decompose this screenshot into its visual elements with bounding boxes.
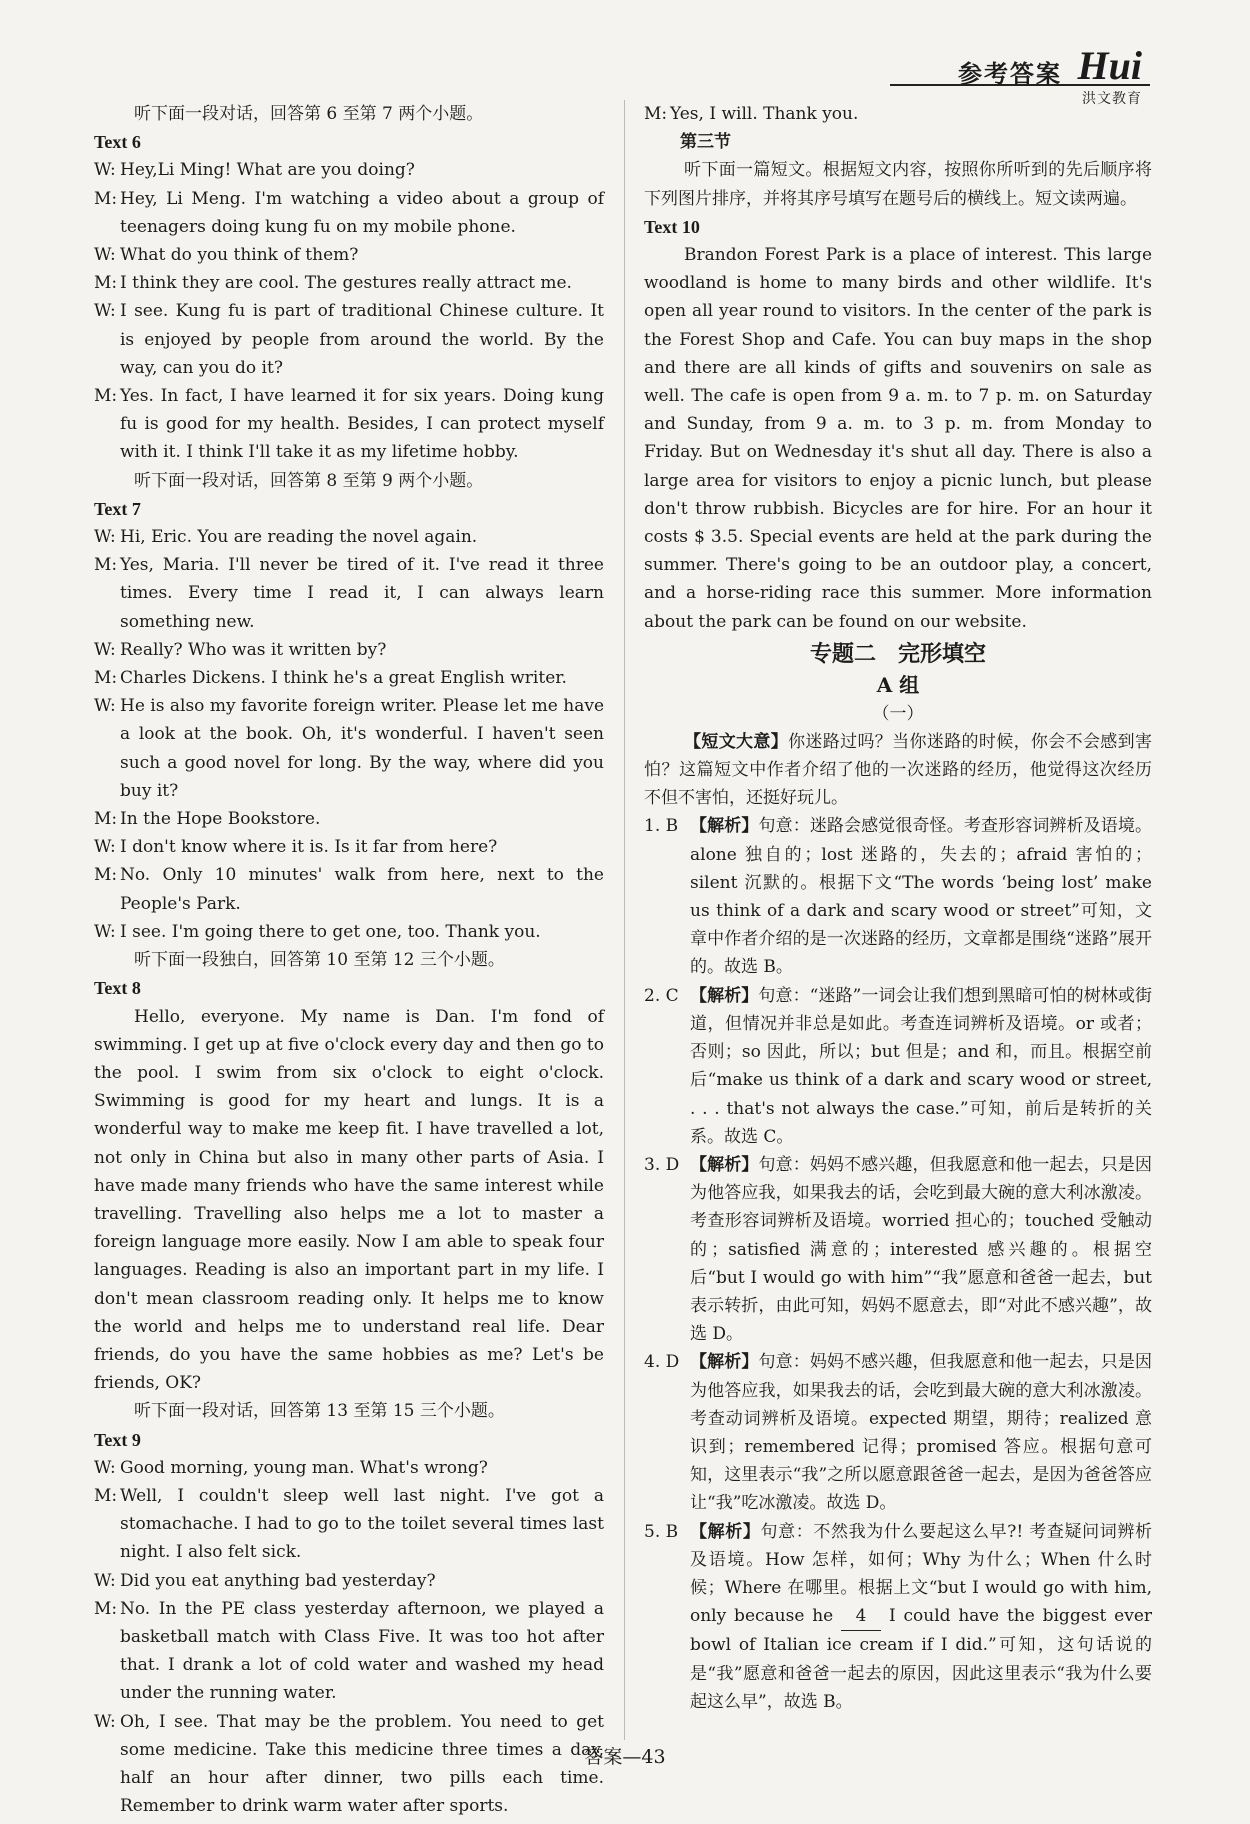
dialogue-line: W: I see. I'm going there to get one, too. Thank you. [94,921,541,942]
summary: 【短文大意】你迷路过吗？当你迷路的时候，你会不会感到害怕？这篇短文中作者介绍了他的一次迷路的经历，他觉得这次经历不但不害怕，还挺好玩儿。 [644,731,1153,809]
text-title: Text 9 [94,1429,141,1450]
dialogue-line: M: Yes, I will. Thank you. [644,104,859,124]
instruction: 听下面一段对话，回答第 6 至第 7 两个小题。 [134,104,484,124]
dialogue-line: W: He is also my favorite foreign writer. Please let me have a look at the book. Oh, it's wonderful. I haven't seen such a good novel for long. By the way, where did you buy it? [94,696,604,801]
answer-item: 5. B 【解析】句意：不然我为什么要起这么早?! 考查疑问词辨析及语境。How 怎样，如何；Why 为什么；When 什么时候；Where 在哪里。根据上文“but I would go with him, only because he 4 I could have the biggest ever bowl of Italian ice cream if I did.”可知，这句话说的是“我”愿意和爸爸一起去的原因，因此这里表示“我为什么要起这么早”，故选 B。 [644,1521,1153,1712]
topic-heading: 专题二 完形填空 [809,640,986,667]
header-rule [890,84,1150,86]
brand-name: 洪文教育 [1082,91,1142,107]
dialogue-line: M: No. Only 10 minutes' walk from here, next to the People's Park. [94,865,604,914]
instruction: 听下面一段独白，回答第 10 至第 12 三个小题。 [134,950,505,971]
dialogue-line: W: Did you eat anything bad yesterday? [94,1570,436,1591]
text-title: Text 8 [94,978,141,999]
dialogue-line: W: Oh, I see. That may be the problem. You need to get some medicine. Take this medicine three times a day, half an hour after dinner, two pills each time. Remember to drink warm water after sports. [94,1711,604,1817]
subsection-heading: （一） [872,703,924,724]
text-title: Text 6 [94,132,141,153]
dialogue-line: M: In the Hope Bookstore. [94,809,321,830]
dialogue-line: M: Well, I couldn't sleep well last night. I've got a stomachache. I had to go to the toilet several times last night. I also felt sick. [94,1485,604,1563]
answer-item: 3. D 【解析】句意：妈妈不感兴趣，但我愿意和他一起去，只是因为他答应我，如果我去的话，会吃到最大碗的意大利冰激凌。考查形容词辨析及语境。worried 担心的；touched 受触动的；satisfied 满意的；interested 感兴趣的。根据空后“but I would go with him”“我”愿意和爸爸一起去，but 表示转折，由此可知，妈妈不愿意去，即“对此不感兴趣”，故选 D。 [644,1154,1153,1345]
right-column [644,100,1152,1716]
page-number: 答案—43 [584,1746,666,1768]
dialogue [94,523,604,946]
dialogue-line: M: I think they are cool. The gestures really attract me. [94,273,572,294]
answer-item: 2. C 【解析】句意：“迷路”一词会让我们想到黑暗可怕的树林或街道，但情况并非总是如此。考查连词辨析及语境。or 或者；否则；so 因此，所以；but 但是；and 和，而且。根据空前后“make us think of a dark and scary wood or street, . . . that's not always the case.”可知，前后是转折的关系。故选 C。 [644,985,1152,1147]
dialogue [94,156,604,466]
dialogue-line: M: Yes. In fact, I have learned it for six years. Doing kung fu is good for my health. Besides, I can protect myself with it. I think I'll take it as my lifetime hobby. [94,386,604,463]
dialogue-line: M: Hey, Li Meng. I'm watching a video about a group of teenagers doing kung fu on my mobile phone. [94,188,604,237]
left-column [94,100,604,1820]
answer-blank: 4 [841,1602,881,1631]
instruction: 听下面一段对话，回答第 13 至第 15 三个小题。 [134,1401,505,1422]
group-heading: A 组 [876,672,920,697]
section-heading: 第三节 [680,132,731,153]
header-title: 参考答案 [958,60,1062,88]
brand-logo: Hui [1077,43,1142,88]
instruction: 听下面一篇短文。根据短文内容，按照你所听到的先后顺序将下列图片排序，并将其序号填写在题号后的横线上。短文读两遍。 [644,160,1152,209]
monologue: Hello, everyone. My name is Dan. I'm fond of swimming. I get up at five o'clock every day and then go to the pool. I swim from six o'clock to eight o'clock. Swimming is good for my heart and lungs. It is a wonderful way to make me keep fit. I have travelled a lot, not only in China but also in many other parts of Asia. I have made many friends who have the same interest while travelling. Travelling also helps me a lot to master a foreign language more easily. Now I am able to speak four languages. Reading is also an important part in my life. I don't mean classroom reading only. It helps me to know the world and helps me to understand real life. Dear friends, do you have the same hobbies as me? Let's be friends, OK? [94,1006,604,1394]
column-divider [624,100,625,1740]
text-title: Text 7 [94,498,141,519]
passage: Brandon Forest Park is a place of interest. This large woodland is home to many birds and other wildlife. It's open all year round to visitors. In the center of the park is the Forest Shop and Cafe. You can buy maps in the shop and there are all kinds of gifts and souvenirs on sale as well. The cafe is open from 9 a. m. to 7 p. m. on Saturday and Sunday, from 9 a. m. to 3 p. m. from Monday to Friday. But on Wednesday it's shut all day. There is also a large area for visitors to enjoy a picnic lunch, but please don't throw rubbish. Bicycles are for hire. For an hour it costs $ 3.5. Special events are held at the park during the summer. There's going to be an outdoor play, a concert, and a horse-riding race this summer. More information about the park can be found on our website. [644,245,1152,632]
page-header [890,42,1150,107]
text-title: Text 10 [644,216,700,237]
instruction: 听下面一段对话，回答第 8 至第 9 两个小题。 [134,470,484,491]
dialogue-line: W: Hey,Li Ming! What are you doing? [94,160,415,181]
answer-item: 4. D 【解析】句意：妈妈不感兴趣，但我愿意和他一起去，只是因为他答应我，如果我去的话，会吃到最大碗的意大利冰激凌。考查动词辨析及语境。expected 期望，期待；realized 意识到；remembered 记得；promised 答应。根据句意可知，这里表示“我”之所以愿意跟爸爸一起去，是因为爸爸答应让“我”吃冰激凌。故选 D。 [644,1352,1153,1514]
dialogue-line: W: I don't know where it is. Is it far from here? [94,837,498,858]
dialogue-line: W: Hi, Eric. You are reading the novel again. [94,527,478,548]
dialogue-line: M: No. In the PE class yesterday afternoon, we played a basketball match with Class Five. It was too hot after that. I drank a lot of cold water and washed my head under the running water. [94,1598,604,1704]
dialogue-line: M: Yes, Maria. I'll never be tired of it. I've read it three times. Every time I read it, I can always learn something new. [94,555,604,632]
dialogue-line: W: What do you think of them? [94,245,359,266]
answer-item: 1. B 【解析】句意：迷路会感觉很奇怪。考查形容词辨析及语境。alone 独自的；lost 迷路的，失去的；afraid 害怕的；silent 沉默的。根据下文“The words ‘being lost’ make us think of a dark and scary wood or street”可知，文章中作者介绍的是一次迷路的经历，文章都是围绕“迷路”展开的。故选 B。 [644,816,1153,978]
dialogue-line: W: Really? Who was it written by? [94,639,387,660]
dialogue-line: W: I see. Kung fu is part of traditional Chinese culture. It is enjoyed by people from around the world. By the way, can you do it? [94,301,604,378]
dialogue-line: W: Good morning, young man. What's wrong? [94,1457,488,1478]
dialogue-line: M: Charles Dickens. I think he's a great English writer. [94,668,567,689]
